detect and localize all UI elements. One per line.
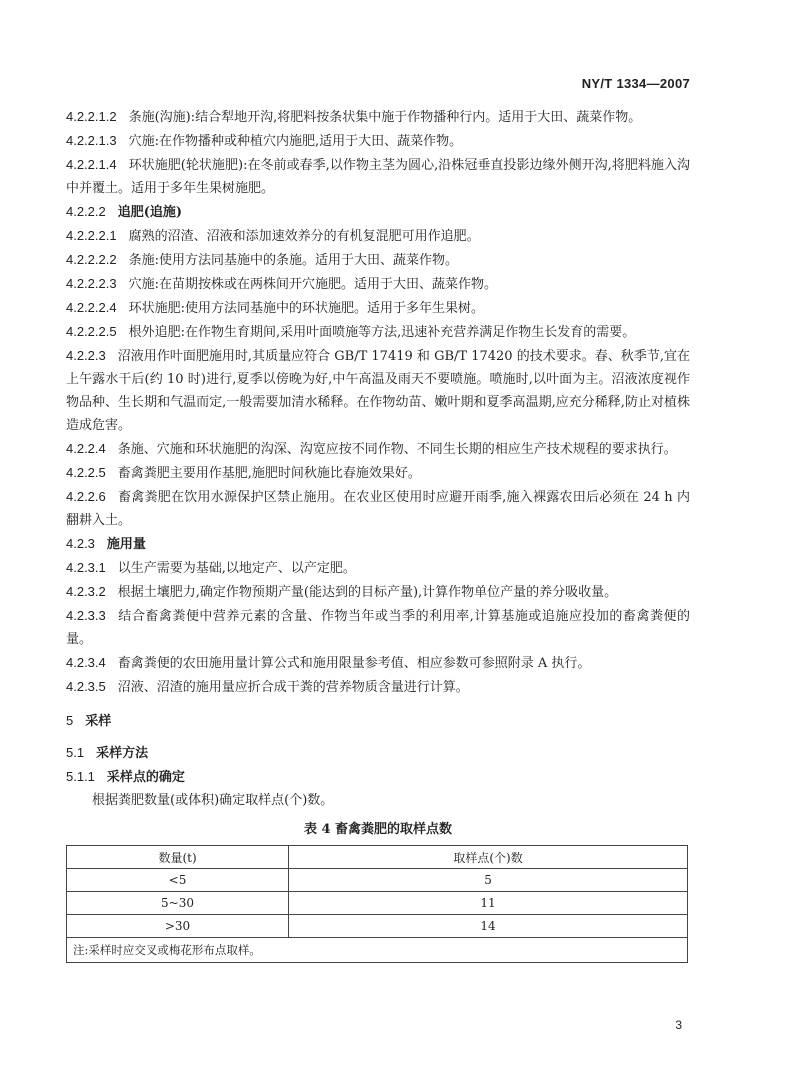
column-header-quantity: 数量(t) xyxy=(67,846,289,869)
clause-paragraph xyxy=(66,272,690,296)
page-content xyxy=(66,105,690,963)
section-title: 采样 xyxy=(85,714,112,729)
clause-paragraph xyxy=(66,651,690,675)
clause-paragraph xyxy=(66,129,690,153)
clause-text: 畜禽粪肥主要用作基肥,施肥时间秋施比春施效果好。 xyxy=(117,466,421,481)
table-row xyxy=(67,915,688,938)
table-row xyxy=(67,892,688,915)
cell-quantity: 5~30 xyxy=(67,892,289,915)
column-header-sample-points: 取样点(个)数 xyxy=(289,846,688,869)
cell-sample-points: 11 xyxy=(289,892,688,915)
clause-text: 根外追肥:在作物生育期间,采用叶面喷施等方法,迅速补充营养满足作物生长发育的需要。 xyxy=(128,325,636,340)
section-title: 采样点的确定 xyxy=(106,770,185,785)
clause-number: 4.2.3.2 xyxy=(66,584,106,599)
section-number: 5.1 xyxy=(66,745,85,760)
clause-text: 腐熟的沼渣、沼液和添加速效养分的有机复混肥可用作追肥。 xyxy=(128,229,480,244)
section-heading-5-1-1 xyxy=(66,765,690,789)
section-number: 5 xyxy=(66,713,74,728)
clause-number: 4.2.3.4 xyxy=(66,655,106,670)
clause-text: 畜禽粪便的农田施用量计算公式和施用限量参考值、相应参数可参照附录 A 执行。 xyxy=(117,656,591,671)
clause-text: 穴施:在苗期按株或在两株间开穴施肥。适用于大田、蔬菜作物。 xyxy=(128,277,497,292)
cell-sample-points: 5 xyxy=(289,869,688,892)
clause-text: 追肥(追施) xyxy=(117,205,183,220)
clause-number: 4.2.2.2.1 xyxy=(66,228,117,243)
page-number: 3 xyxy=(675,1018,682,1032)
clause-paragraph xyxy=(66,105,690,129)
clause-number: 4.2.2.2.5 xyxy=(66,324,117,339)
subsection-heading xyxy=(66,532,690,556)
clause-text: 沼液用作叶面肥施用时,其质量应符合 GB/T 17419 和 GB/T 17420 的技术要求。春、秋季节,宜在上午露水干后(约 10 时)进行,夏季以傍晚为好,中午高温及雨天不要喷施。喷施时,以叶面为主。沼液浓度视作物品种、生长期和气温而定,一般需要加清水稀释。在作物幼苗、嫩叶期和夏季高温期,应充分稀释,防止对植株造成危害。 xyxy=(66,349,690,433)
sampling-points-table xyxy=(66,845,688,963)
clause-paragraph xyxy=(66,437,690,461)
table-header-row xyxy=(67,846,688,869)
clause-paragraph xyxy=(66,153,690,200)
table-row xyxy=(67,869,688,892)
clause-number: 4.2.2.5 xyxy=(66,465,106,480)
table-body xyxy=(67,869,688,938)
clause-text: 条施(沟施):结合犁地开沟,将肥料按条状集中施于作物播种行内。适用于大田、蔬菜作物。 xyxy=(128,110,642,125)
clause-text: 结合畜禽粪便中营养元素的含量、作物当年或当季的利用率,计算基施或追施应投加的畜禽粪便的量。 xyxy=(66,609,690,647)
table-note: 注:采样时应交叉或梅花形布点取样。 xyxy=(67,938,688,963)
subsection-heading xyxy=(66,200,690,224)
clause-text: 畜禽粪肥在饮用水源保护区禁止施用。在农业区使用时应避开雨季,施入裸露农田后必须在 24 h 内翻耕入土。 xyxy=(66,490,690,528)
clause-number: 4.2.2.6 xyxy=(66,489,106,504)
clause-number: 4.2.3.3 xyxy=(66,608,106,623)
clause-text: 环状施肥(轮状施肥):在冬前或春季,以作物主茎为圆心,沿株冠垂直投影边缘外侧开沟,将肥料施入沟中并覆土。适用于多年生果树施肥。 xyxy=(66,158,690,196)
clause-number: 4.2.2.2.3 xyxy=(66,276,117,291)
clause-number: 4.2.3 xyxy=(66,536,95,551)
doc-code-header: NY/T 1334—2007 xyxy=(581,76,690,91)
clause-text: 施用量 xyxy=(106,537,146,552)
clause-number: 4.2.2.1.3 xyxy=(66,133,117,148)
clause-paragraph xyxy=(66,320,690,344)
clause-paragraph xyxy=(66,344,690,437)
cell-quantity: >30 xyxy=(67,915,289,938)
clause-number: 4.2.2.2 xyxy=(66,204,106,219)
clause-number: 4.2.2.2.2 xyxy=(66,252,117,267)
clause-number: 4.2.2.1.4 xyxy=(66,157,117,172)
clause-number: 4.2.2.3 xyxy=(66,348,106,363)
clause-paragraph xyxy=(66,604,690,651)
clause-number: 4.2.2.2.4 xyxy=(66,300,117,315)
section-title: 采样方法 xyxy=(96,746,149,761)
clause-text: 条施、穴施和环状施肥的沟深、沟宽应按不同作物、不同生长期的相应生产技术规程的要求执行。 xyxy=(117,442,677,457)
table-title: 表 4 畜禽粪肥的取样点数 xyxy=(303,822,453,837)
clause-text: 条施:使用方法同基施中的条施。适用于大田、蔬菜作物。 xyxy=(128,253,458,268)
clause-paragraph xyxy=(66,580,690,604)
clause-paragraph xyxy=(66,248,690,272)
clause-paragraph xyxy=(66,224,690,248)
paragraph-list xyxy=(66,105,690,699)
clause-paragraph xyxy=(66,485,690,532)
section-number: 5.1.1 xyxy=(66,769,95,784)
section-heading-5 xyxy=(66,709,690,733)
cell-quantity: <5 xyxy=(67,869,289,892)
table-note-row xyxy=(67,938,688,963)
section-5-1-1-text: 根据粪肥数量(或体积)确定取样点(个)数。 xyxy=(92,793,334,808)
clause-paragraph xyxy=(66,296,690,320)
clause-text: 穴施:在作物播种或种植穴内施肥,适用于大田、蔬菜作物。 xyxy=(128,134,463,149)
clause-paragraph xyxy=(66,675,690,699)
clause-number: 4.2.2.1.2 xyxy=(66,109,117,124)
clause-text: 根据土壤肥力,确定作物预期产量(能达到的目标产量),计算作物单位产量的养分吸收量。 xyxy=(117,585,618,600)
clause-number: 4.2.3.1 xyxy=(66,560,106,575)
clause-number: 4.2.3.5 xyxy=(66,679,106,694)
clause-paragraph xyxy=(66,461,690,485)
clause-text: 以生产需要为基础,以地定产、以产定肥。 xyxy=(117,561,356,576)
cell-sample-points: 14 xyxy=(289,915,688,938)
section-heading-5-1 xyxy=(66,741,690,765)
clause-paragraph xyxy=(66,556,690,580)
clause-text: 沼液、沼渣的施用量应折合成干粪的营养物质含量进行计算。 xyxy=(117,680,469,695)
clause-number: 4.2.2.4 xyxy=(66,441,106,456)
clause-text: 环状施肥:使用方法同基施中的环状施肥。适用于多年生果树。 xyxy=(128,301,484,316)
